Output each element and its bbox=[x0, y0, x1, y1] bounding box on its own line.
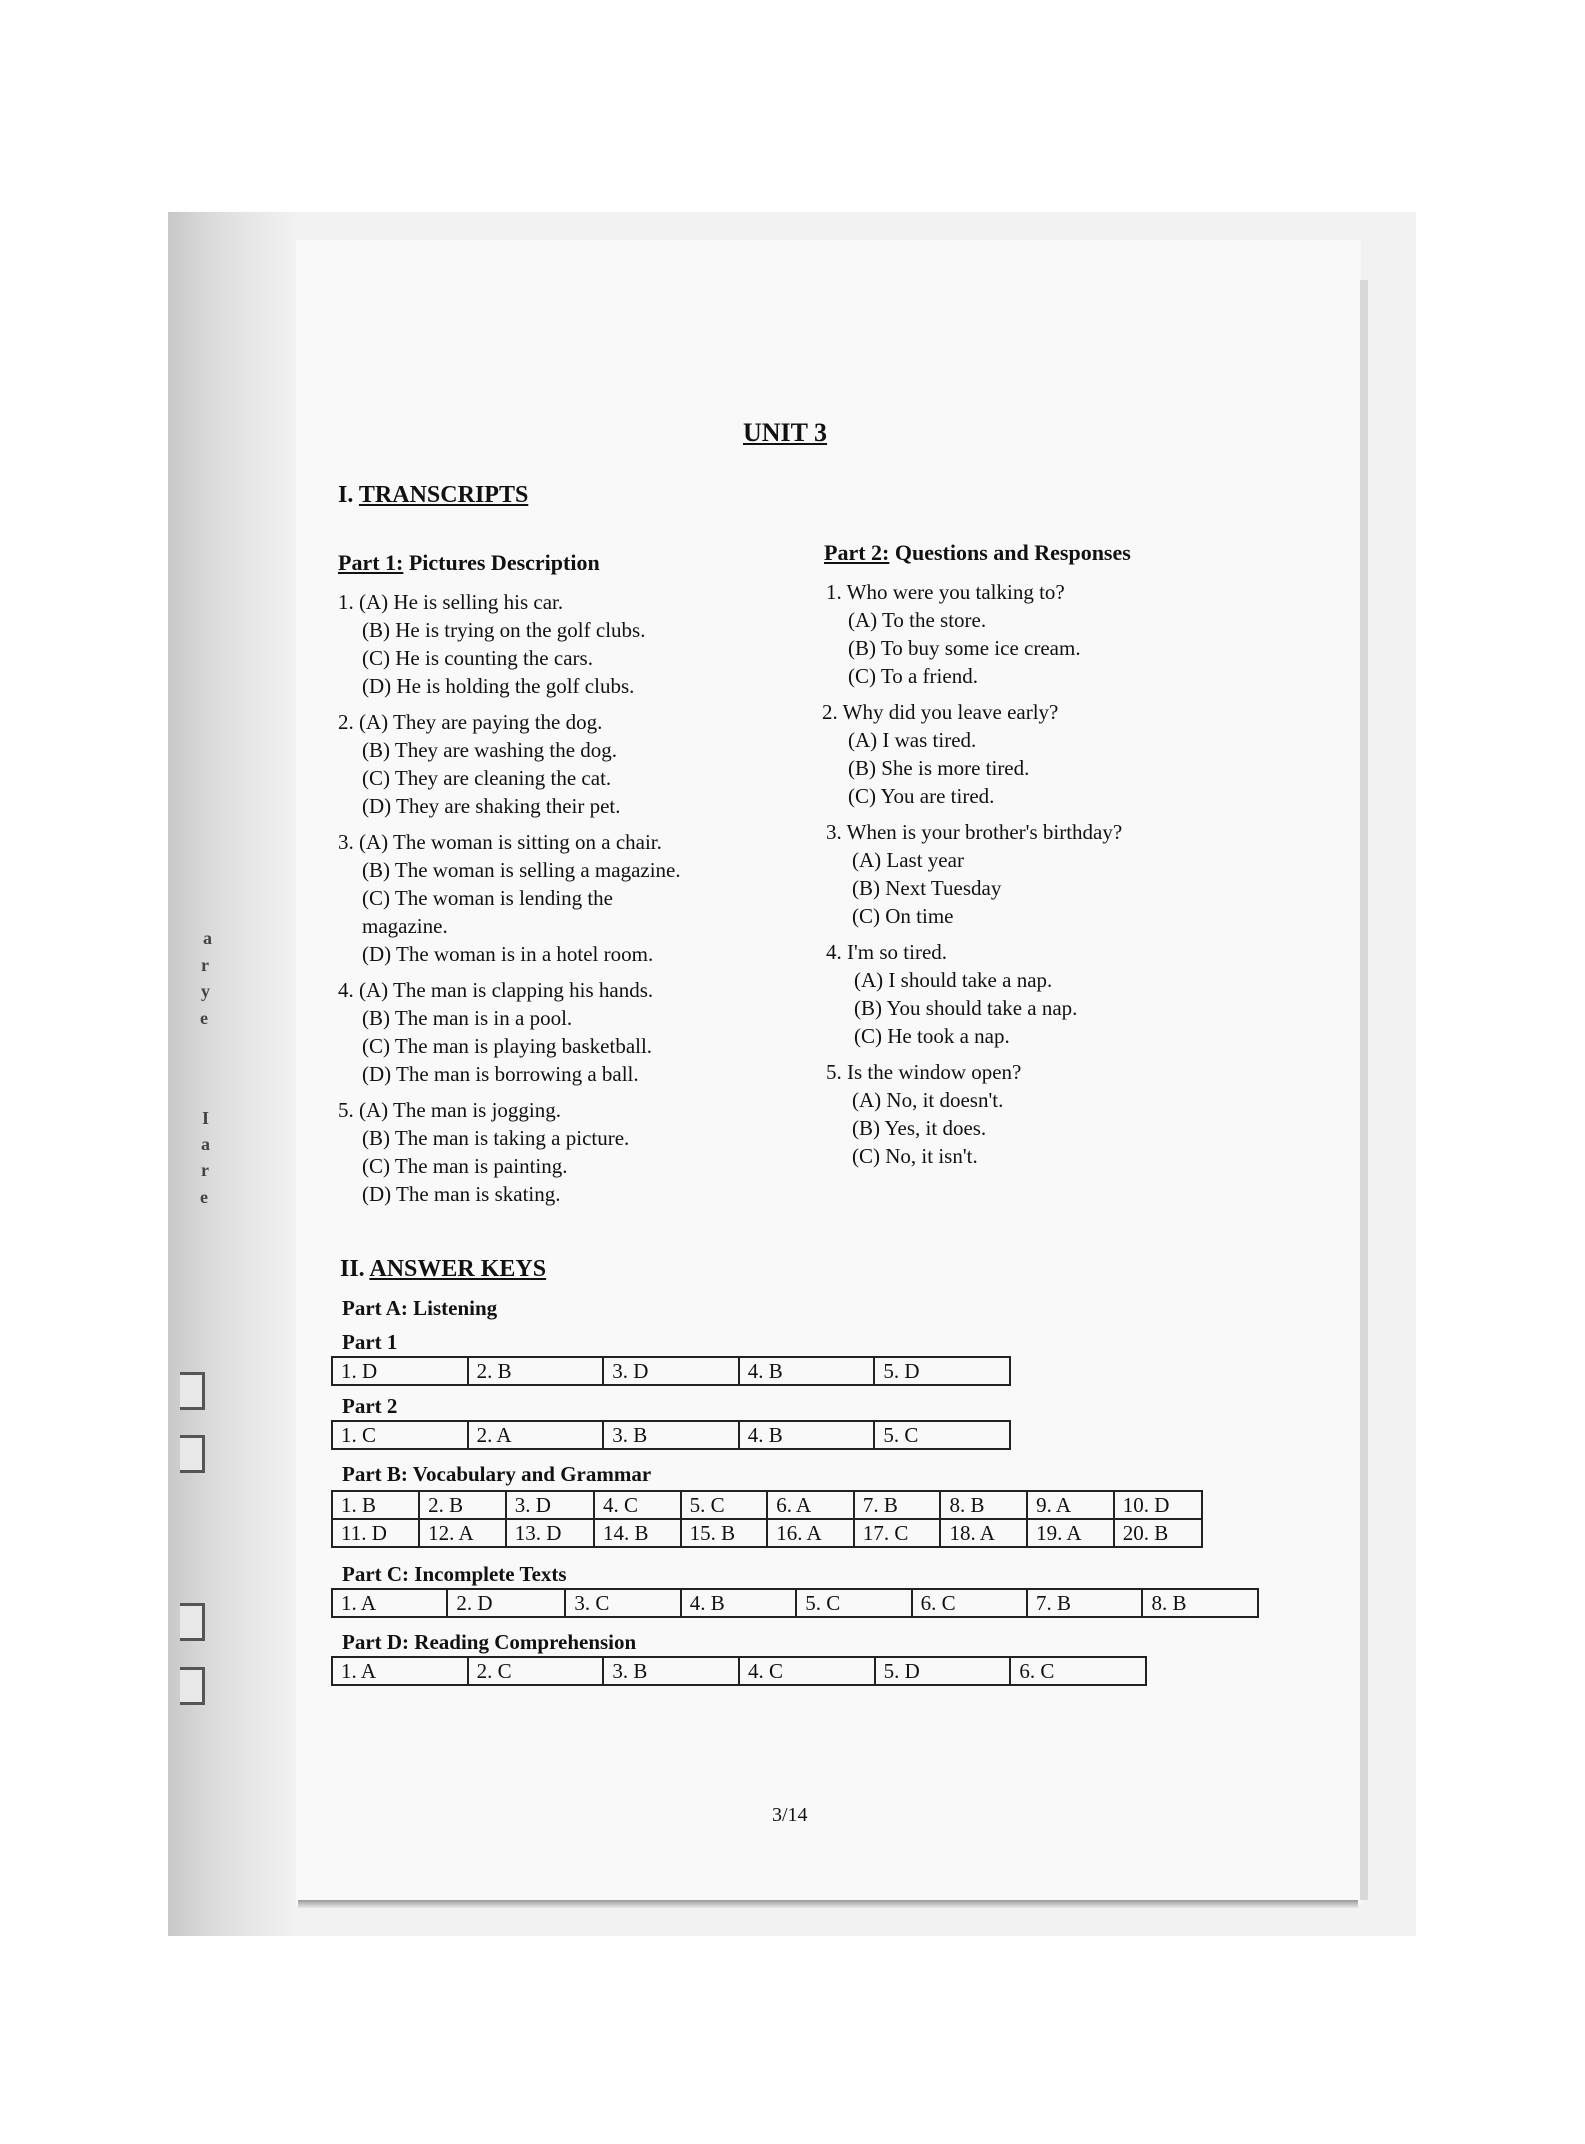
margin-mark bbox=[180, 1603, 205, 1641]
section-number: I. bbox=[338, 482, 354, 508]
answer-cell: 10. D bbox=[1114, 1491, 1202, 1519]
option-line: (C) On time bbox=[852, 904, 954, 928]
answer-cell: 6. C bbox=[912, 1589, 1027, 1617]
margin-letter: a bbox=[201, 1134, 210, 1154]
question-line: 5. (A) The man is jogging. bbox=[338, 1098, 562, 1122]
part-c-title: Part C: Incomplete Texts bbox=[342, 1562, 567, 1586]
answer-cell: 16. A bbox=[767, 1519, 854, 1547]
option-line: (A) No, it doesn't. bbox=[852, 1088, 1004, 1112]
option-line: (C) He is counting the cars. bbox=[362, 646, 593, 670]
option-line: (D) He is holding the golf clubs. bbox=[362, 674, 635, 698]
answer-cell: 2. C bbox=[468, 1657, 604, 1685]
question-item bbox=[338, 708, 681, 820]
option-line: (A) I was tired. bbox=[848, 728, 977, 752]
answer-cell: 1. A bbox=[332, 1589, 447, 1617]
page-number: 3/14 bbox=[772, 1804, 808, 1826]
question-line: 4. (A) The man is clapping his hands. bbox=[338, 978, 654, 1002]
option-line: (B) Yes, it does. bbox=[852, 1116, 987, 1140]
question-line: 2. (A) They are paying the dog. bbox=[338, 710, 603, 734]
answer-cell: 5. C bbox=[796, 1589, 911, 1617]
part-d-title: Part D: Reading Comprehension bbox=[342, 1630, 637, 1654]
section-transcripts-heading bbox=[338, 482, 528, 509]
option-line: (A) To the store. bbox=[848, 608, 987, 632]
margin-letter: y bbox=[201, 981, 210, 1001]
part-a-part2-label: Part 2 bbox=[342, 1394, 398, 1418]
answer-cell: 9. A bbox=[1027, 1491, 1114, 1519]
answer-cell: 6. A bbox=[767, 1491, 854, 1519]
answer-cell: 18. A bbox=[940, 1519, 1027, 1547]
question-line: 1. (A) He is selling his car. bbox=[338, 590, 564, 614]
part-a-title: Part A: Listening bbox=[342, 1296, 498, 1320]
option-line: (B) She is more tired. bbox=[848, 756, 1030, 780]
answer-cell: 3. D bbox=[506, 1491, 594, 1519]
answer-cell: 5. C bbox=[874, 1421, 1010, 1449]
option-line: (C) To a friend. bbox=[848, 664, 978, 688]
answer-cell: 8. B bbox=[1142, 1589, 1258, 1617]
answer-cell: 13. D bbox=[506, 1519, 594, 1547]
answer-cell: 3. B bbox=[603, 1421, 739, 1449]
option-line: (D) The woman is in a hotel room. bbox=[362, 942, 654, 966]
answer-table-part-a-1 bbox=[331, 1356, 1011, 1386]
section-label: ANSWER KEYS bbox=[369, 1256, 547, 1282]
margin-mark bbox=[180, 1667, 205, 1705]
answer-table-part-d bbox=[331, 1656, 1147, 1686]
option-line: (B) Next Tuesday bbox=[852, 876, 1002, 900]
page-bottom-shadow bbox=[298, 1900, 1358, 1908]
question-line: 5. Is the window open? bbox=[826, 1060, 1022, 1084]
answer-cell: 4. B bbox=[681, 1589, 796, 1617]
option-line: (B) To buy some ice cream. bbox=[848, 636, 1081, 660]
margin-letter: r bbox=[201, 1160, 209, 1180]
margin-letter: e bbox=[200, 1187, 208, 1207]
question-item bbox=[826, 938, 1122, 1050]
question-item bbox=[338, 828, 681, 968]
margin-letter: a bbox=[203, 928, 212, 948]
answer-table-part-c bbox=[331, 1588, 1259, 1618]
table-row bbox=[332, 1657, 1146, 1685]
answer-table-part-b bbox=[331, 1490, 1203, 1548]
answer-cell: 4. C bbox=[594, 1491, 681, 1519]
answer-cell: 14. B bbox=[594, 1519, 681, 1547]
part-b-title: Part B: Vocabulary and Grammar bbox=[342, 1462, 652, 1486]
part1-items bbox=[338, 588, 681, 1216]
answer-cell: 15. B bbox=[681, 1519, 768, 1547]
section-number: II. bbox=[340, 1256, 365, 1282]
margin-mark bbox=[180, 1435, 205, 1473]
table-row bbox=[332, 1589, 1258, 1617]
answer-cell: 1. A bbox=[332, 1657, 468, 1685]
answer-cell: 19. A bbox=[1027, 1519, 1114, 1547]
answer-cell: 4. B bbox=[739, 1421, 875, 1449]
section-label: TRANSCRIPTS bbox=[358, 482, 529, 508]
answer-cell: 2. D bbox=[447, 1589, 565, 1617]
part2-label: Part 2: bbox=[824, 540, 890, 565]
option-line: (C) He took a nap. bbox=[854, 1024, 1010, 1048]
question-item bbox=[338, 976, 681, 1088]
answer-cell: 7. B bbox=[854, 1491, 941, 1519]
margin-letter: e bbox=[200, 1008, 208, 1028]
answer-cell: 3. D bbox=[603, 1357, 739, 1385]
part2-title: Questions and Responses bbox=[894, 540, 1131, 565]
answer-cell: 3. B bbox=[603, 1657, 739, 1685]
section-answer-keys-heading bbox=[340, 1256, 546, 1283]
question-item bbox=[826, 1058, 1122, 1170]
question-item bbox=[338, 588, 681, 700]
option-line: (C) They are cleaning the cat. bbox=[362, 766, 612, 790]
margin-mark bbox=[180, 1372, 205, 1410]
answer-cell: 4. B bbox=[739, 1357, 875, 1385]
question-item bbox=[822, 698, 1122, 810]
table-row bbox=[332, 1519, 1202, 1547]
part2-heading bbox=[824, 540, 1131, 566]
answer-cell: 11. D bbox=[332, 1519, 419, 1547]
answer-table-part-a-2 bbox=[331, 1420, 1011, 1450]
part1-label: Part 1: bbox=[338, 550, 404, 575]
margin-letter: I bbox=[202, 1108, 210, 1128]
answer-cell: 12. A bbox=[419, 1519, 506, 1547]
option-line: (D) They are shaking their pet. bbox=[362, 794, 621, 818]
answer-cell: 7. B bbox=[1027, 1589, 1142, 1617]
question-line: 4. I'm so tired. bbox=[826, 940, 948, 964]
part1-heading bbox=[338, 550, 600, 576]
answer-cell: 1. D bbox=[332, 1357, 468, 1385]
answer-cell: 8. B bbox=[940, 1491, 1027, 1519]
answer-cell: 20. B bbox=[1114, 1519, 1202, 1547]
question-line: 3. (A) The woman is sitting on a chair. bbox=[338, 830, 662, 854]
question-item bbox=[338, 1096, 681, 1208]
option-line: (D) The man is skating. bbox=[362, 1182, 561, 1206]
option-line: (B) The man is in a pool. bbox=[362, 1006, 573, 1030]
answer-cell: 5. D bbox=[875, 1657, 1011, 1685]
part2-items bbox=[822, 578, 1123, 1178]
option-line: (C) The man is playing basketball. bbox=[362, 1034, 653, 1058]
answer-cell: 1. B bbox=[332, 1491, 419, 1519]
answer-cell: 4. C bbox=[739, 1657, 875, 1685]
part1-title: Pictures Description bbox=[408, 550, 600, 575]
option-line: (A) I should take a nap. bbox=[854, 968, 1053, 992]
part-a-part1-label: Part 1 bbox=[342, 1330, 398, 1354]
question-item bbox=[826, 578, 1122, 690]
answer-cell: 5. D bbox=[874, 1357, 1010, 1385]
answer-cell: 17. C bbox=[854, 1519, 941, 1547]
option-line: (B) They are washing the dog. bbox=[362, 738, 618, 762]
page-edge bbox=[1360, 280, 1368, 1900]
answer-cell: 2. A bbox=[468, 1421, 604, 1449]
option-line: (C) You are tired. bbox=[848, 784, 995, 808]
option-line: (B) The man is taking a picture. bbox=[362, 1126, 630, 1150]
option-line: (B) The woman is selling a magazine. bbox=[362, 858, 681, 882]
answer-cell: 3. C bbox=[565, 1589, 680, 1617]
unit-title: UNIT 3 bbox=[743, 418, 828, 447]
option-line: (B) You should take a nap. bbox=[854, 996, 1078, 1020]
option-line: (C) The man is painting. bbox=[362, 1154, 568, 1178]
answer-cell: 5. C bbox=[681, 1491, 768, 1519]
margin-letter: r bbox=[201, 955, 209, 975]
answer-cell: 6. C bbox=[1010, 1657, 1146, 1685]
table-row bbox=[332, 1357, 1010, 1385]
question-line: 1. Who were you talking to? bbox=[826, 580, 1065, 604]
option-line: magazine. bbox=[362, 914, 448, 938]
question-line: 3. When is your brother's birthday? bbox=[826, 820, 1123, 844]
option-line: (D) The man is borrowing a ball. bbox=[362, 1062, 639, 1086]
answer-cell: 1. C bbox=[332, 1421, 468, 1449]
answer-cell: 2. B bbox=[419, 1491, 506, 1519]
answer-cell: 2. B bbox=[468, 1357, 604, 1385]
question-item bbox=[826, 818, 1122, 930]
option-line: (B) He is trying on the golf clubs. bbox=[362, 618, 646, 642]
table-row bbox=[332, 1421, 1010, 1449]
option-line: (C) The woman is lending the bbox=[362, 886, 613, 910]
question-line: 2. Why did you leave early? bbox=[822, 700, 1059, 724]
table-row bbox=[332, 1491, 1202, 1519]
option-line: (A) Last year bbox=[852, 848, 964, 872]
option-line: (C) No, it isn't. bbox=[852, 1144, 978, 1168]
